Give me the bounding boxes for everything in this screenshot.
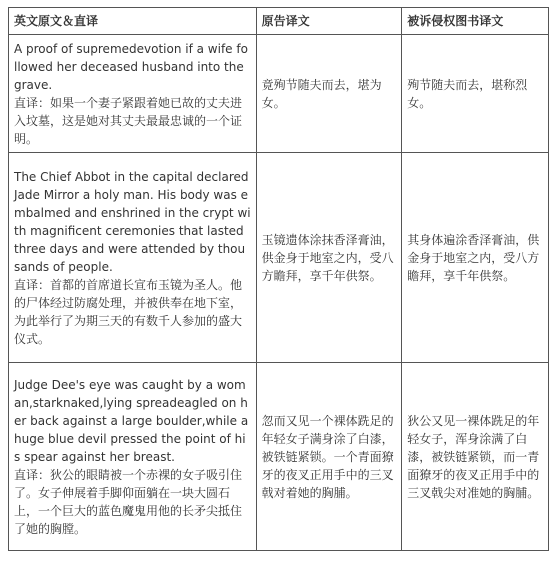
- original-cell: [9, 153, 257, 363]
- english-text: The Chief Abbot in the capital declared Jade Mirror a holy man. His body was embalmed and enshrined in the crypt with magnificent ceremonies that lasted three days and were attended by thousands of people.: [14, 169, 251, 274]
- defendant-translation: 殉节随夫而去，堪称烈女。: [402, 35, 549, 153]
- plaintiff-translation: 玉镜遗体涂抹香泽膏油，供金身于地室之内，受八方瞻拜，享千年供祭。: [256, 153, 402, 363]
- direct-translation: 直译：首都的首席道长宣布玉镜为圣人。他的尸体经过防腐处理，并被供奉在地下室，为此举行了为期三天的有数千人参加的盛大仪式。: [14, 277, 243, 346]
- original-cell: [9, 363, 257, 551]
- header-row: [9, 8, 549, 35]
- table-row: [9, 35, 549, 153]
- header-plaintiff: 原告译文: [256, 8, 402, 35]
- defendant-translation: 其身体遍涂香泽膏油，供金身于地室之内，受八方瞻拜，享千年供祭。: [402, 153, 549, 363]
- english-text: Judge Dee's eye was caught by a woman,starknaked,lying spreadeagled on her back against a large boulder,while a huge blue devil pressed the point of his spear against her breast.: [14, 377, 249, 464]
- table-row: [9, 153, 549, 363]
- comparison-table: [8, 7, 549, 551]
- header-defendant: 被诉侵权图书译文: [402, 8, 549, 35]
- plaintiff-translation: 忽而又见一个裸体跣足的年轻女子满身涂了白漆，被铁链紧锁。一个青面獠牙的夜叉正用手中的三叉戟对着她的胸脯。: [256, 363, 402, 551]
- direct-translation: 直译：狄公的眼睛被一个赤裸的女子吸引住了。女子伸展着手脚仰面躺在一块大圆石上，一个巨大的蓝色魔鬼用他的长矛尖抵住了她的胸膛。: [14, 467, 243, 536]
- english-text: A proof of supremedevotion if a wife followed her deceased husband into the grave.: [14, 41, 248, 92]
- header-original: 英文原文＆直译: [9, 8, 257, 35]
- direct-translation: 直译：如果一个妻子紧跟着她已故的丈夫进入坟墓，这是她对其丈夫最最忠诚的一个证明。: [14, 95, 243, 146]
- defendant-translation: 狄公又见一裸体跣足的年轻女子，浑身涂满了白漆，被铁链紧锁，而一青面獠牙的夜叉正用手中的三叉戟尖对准她的胸脯。: [402, 363, 549, 551]
- table-row: [9, 363, 549, 551]
- original-cell: [9, 35, 257, 153]
- plaintiff-translation: 竟殉节随夫而去，堪为女。: [256, 35, 402, 153]
